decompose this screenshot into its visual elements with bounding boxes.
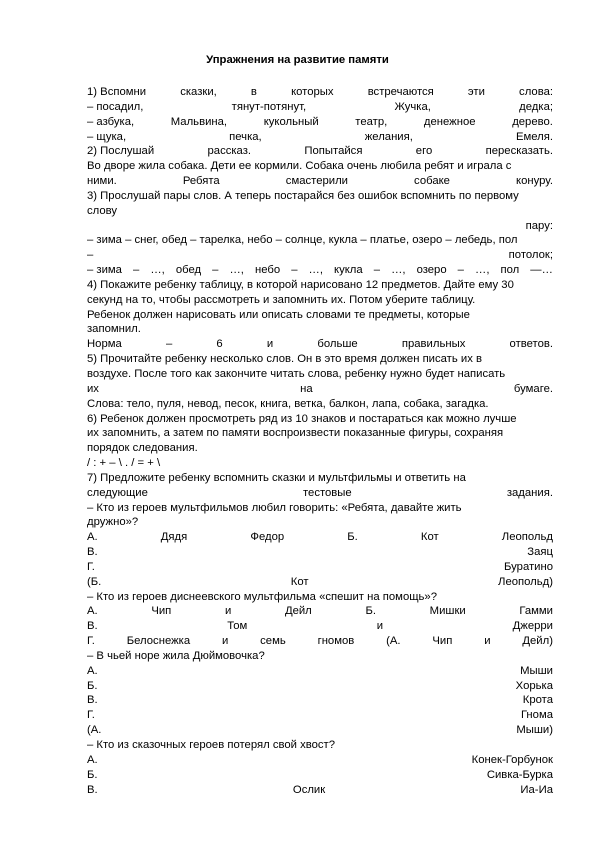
- word: – посадил,: [87, 100, 144, 113]
- word: Ребенок должен нарисовать или описать словами те предметы, которые: [87, 308, 470, 321]
- word: сказки,: [180, 86, 217, 98]
- word: (А.: [87, 724, 102, 737]
- word: Б.: [87, 679, 98, 692]
- text-line: [87, 575, 553, 590]
- word: денежное: [423, 115, 476, 128]
- word: конуру.: [516, 175, 553, 187]
- word: Джерри: [512, 620, 553, 633]
- word: Ослик: [292, 783, 326, 796]
- word: (Б.: [87, 575, 102, 588]
- word: В.: [87, 620, 98, 633]
- text-line: [87, 308, 553, 323]
- word: Конек-Горбунок: [471, 753, 553, 766]
- word: …,: [229, 264, 244, 277]
- word: Леопольд: [501, 531, 553, 544]
- word: кукольный: [263, 115, 319, 128]
- word: – зима: [87, 264, 122, 277]
- word: Дядя: [160, 531, 188, 544]
- word: следующие: [87, 486, 148, 499]
- word: секунд на то, чтобы рассмотреть и запомнить их. Потом уберите таблицу.: [87, 293, 476, 306]
- text-line: [87, 248, 553, 263]
- word: тестовые: [303, 486, 352, 499]
- word: их запомнить, а затем по памяти воспроизвести показанные фигуры, сохраняя: [87, 427, 504, 440]
- word: встречаются: [367, 86, 434, 98]
- text-line: [87, 367, 553, 382]
- word: Мальвина,: [170, 115, 228, 128]
- word: и: [376, 620, 384, 633]
- word: Гнома: [520, 709, 553, 722]
- text-line: [87, 397, 553, 412]
- word: дедка;: [519, 100, 553, 113]
- text-line: [87, 189, 553, 204]
- word: рассказ.: [207, 145, 252, 158]
- text-line: [87, 723, 553, 738]
- text-line: [87, 382, 553, 397]
- word: эти: [467, 86, 485, 98]
- word: Б.: [347, 531, 358, 544]
- word: Крота: [522, 694, 553, 707]
- text-line: [87, 664, 553, 679]
- word: – азбука,: [87, 115, 135, 128]
- word: театр,: [355, 115, 388, 128]
- text-line: [87, 426, 553, 441]
- word: 2) Послушай: [87, 145, 155, 158]
- word: дерево.: [512, 115, 553, 128]
- word: его: [415, 145, 433, 158]
- word: –: [212, 264, 219, 277]
- text-line: [87, 693, 553, 708]
- word: Во дворе жила собака. Дети ее кормили. Собака очень любила ребят и играла с: [87, 160, 512, 173]
- word: Мишки: [429, 605, 466, 618]
- page-title: Упражнения на развитие памяти: [206, 54, 389, 66]
- word: гномов: [317, 635, 355, 648]
- text-line: слову: [87, 204, 118, 217]
- text-line: [87, 530, 553, 545]
- word: на: [300, 382, 313, 395]
- text-line: [87, 753, 553, 768]
- word: –: [457, 264, 464, 277]
- word: небо: [254, 264, 281, 277]
- word: и: [221, 635, 229, 648]
- word: их: [87, 382, 99, 395]
- text-line: [87, 619, 553, 634]
- word: Дейл: [284, 605, 312, 618]
- word: Белоснежка: [126, 635, 191, 648]
- text-line: [87, 337, 553, 352]
- word: Г.: [87, 635, 95, 648]
- word: Г.: [87, 560, 95, 573]
- text-line: – В чьей норе жила Дюймовочка?: [87, 649, 265, 662]
- word: Ребята: [182, 175, 220, 187]
- word: пересказать.: [485, 145, 553, 158]
- word: и: [224, 605, 232, 618]
- word: …,: [475, 264, 490, 277]
- text-line: [87, 263, 553, 278]
- word: –: [373, 264, 381, 277]
- word: кукла: [334, 264, 363, 277]
- word: Федор: [250, 531, 285, 544]
- word: Сивка-Бурка: [486, 768, 553, 781]
- word: – щука,: [87, 130, 127, 143]
- word: – Кто из героев мультфильмов любил говорить: «Ребята, давайте жить: [87, 501, 462, 514]
- word: тянут-потянут,: [231, 100, 307, 113]
- text-line: [87, 278, 553, 293]
- word: смастерили: [285, 175, 348, 187]
- word: Кот: [290, 575, 309, 588]
- text-line: / : + – \ . / = + \: [87, 457, 161, 469]
- text-line: [87, 293, 553, 308]
- word: которых: [291, 86, 334, 98]
- word: печка,: [229, 130, 262, 143]
- text-line: [87, 85, 553, 100]
- word: ними.: [87, 175, 117, 187]
- word: воздухе. После того как закончите читать слова, ребенку нужно будет написать: [87, 368, 506, 380]
- word: Чип: [151, 605, 172, 618]
- word: —…: [530, 264, 553, 277]
- word: Слова: тело, пуля, невод, песок, книга, ветка, балкон, лапа, собака, загадка.: [87, 397, 489, 410]
- word: ответов.: [509, 338, 553, 351]
- text-line: пару:: [525, 219, 553, 232]
- word: А.: [87, 753, 98, 766]
- word: обед: [175, 264, 202, 277]
- text-line: – Кто из героев диснеевского мультфильма «спешит на помощь»?: [87, 590, 437, 603]
- word: желания,: [364, 130, 413, 143]
- word: Б.: [87, 768, 98, 781]
- word: пол: [500, 264, 520, 277]
- word: А.: [87, 605, 98, 618]
- word: –: [291, 264, 298, 277]
- word: Жучка,: [394, 100, 431, 113]
- word: Заяц: [527, 546, 553, 558]
- word: и: [484, 635, 491, 648]
- text-line: [87, 708, 553, 723]
- word: 4) Покажите ребенку таблицу, в которой нарисовано 12 предметов. Дайте ему 30: [87, 278, 514, 291]
- word: задания.: [506, 486, 553, 499]
- word: …,: [150, 264, 165, 277]
- text-line: [87, 115, 553, 130]
- word: Буратино: [503, 560, 553, 573]
- text-line: [87, 352, 553, 367]
- word: Б.: [365, 605, 376, 618]
- text-line: порядок следования.: [87, 442, 198, 455]
- word: 6: [216, 338, 223, 351]
- word: –: [165, 338, 173, 351]
- word: 3) Прослушай пары слов. А теперь постарайся без ошибок вспомнить по первому: [87, 189, 519, 202]
- word: Хорька: [515, 679, 553, 692]
- word: слова:: [519, 86, 553, 98]
- text-line: [87, 560, 553, 575]
- word: правильных: [401, 338, 466, 351]
- word: (А.: [386, 635, 401, 648]
- word: …,: [391, 264, 406, 277]
- word: 5) Прочитайте ребенку несколько слов. Он в это время должен писать их в: [87, 353, 482, 366]
- word: бумаге.: [513, 382, 553, 395]
- word: Норма: [87, 338, 122, 351]
- text-line: [87, 100, 553, 115]
- text-line: [87, 768, 553, 783]
- word: в: [250, 86, 257, 98]
- word: 6) Ребенок должен просмотреть ряд из 10 знаков и постараться как можно лучше: [87, 412, 517, 425]
- word: – зима – снег, обед – тарелка, небо – солнце, кукла – платье, озеро – лебедь, пол: [87, 234, 518, 247]
- text-line: запомнил.: [87, 323, 141, 336]
- word: –: [133, 264, 140, 277]
- word: и: [266, 338, 274, 351]
- text-line: [87, 174, 553, 189]
- word: Гамми: [519, 605, 553, 618]
- word: В.: [87, 783, 98, 796]
- word: Емеля.: [515, 130, 553, 143]
- text-line: – Кто из сказочных героев потерял свой хвост?: [87, 739, 336, 751]
- word: А.: [87, 531, 98, 544]
- text-line: [87, 412, 553, 427]
- word: 1) Вспомни: [87, 86, 147, 98]
- text-line: [87, 679, 553, 694]
- word: А.: [87, 664, 98, 677]
- word: потолок;: [508, 249, 553, 262]
- word: …,: [308, 264, 323, 277]
- text-line: [87, 501, 553, 516]
- word: –: [87, 249, 94, 262]
- word: Кот: [420, 531, 439, 544]
- word: Том: [227, 620, 248, 633]
- word: 7) Предложите ребенку вспомнить сказки и мультфильмы и ответить на: [87, 471, 466, 484]
- text-line: [87, 471, 553, 486]
- word: озеро: [416, 264, 447, 277]
- word: Дейл): [522, 635, 553, 648]
- text-line: [87, 545, 553, 560]
- word: Мыши): [516, 724, 553, 737]
- word: Попытайся: [304, 145, 363, 158]
- word: Чип: [432, 635, 453, 648]
- text-line: [87, 233, 553, 248]
- word: Леопольд): [498, 575, 553, 588]
- text-line: [87, 604, 553, 619]
- text-line: [87, 144, 553, 159]
- word: Иа-Иа: [520, 783, 553, 796]
- word: собаке: [414, 175, 450, 187]
- text-line: дружно»?: [87, 516, 139, 529]
- word: Мыши: [520, 664, 553, 677]
- text-line: [87, 159, 553, 174]
- text-line: [87, 486, 553, 501]
- word: больше: [317, 338, 358, 351]
- word: семь: [260, 635, 286, 648]
- word: Г.: [87, 709, 95, 722]
- text-line: [87, 783, 553, 798]
- text-line: [87, 634, 553, 649]
- word: В.: [87, 694, 98, 707]
- text-line: [87, 130, 553, 145]
- word: В.: [87, 546, 98, 558]
